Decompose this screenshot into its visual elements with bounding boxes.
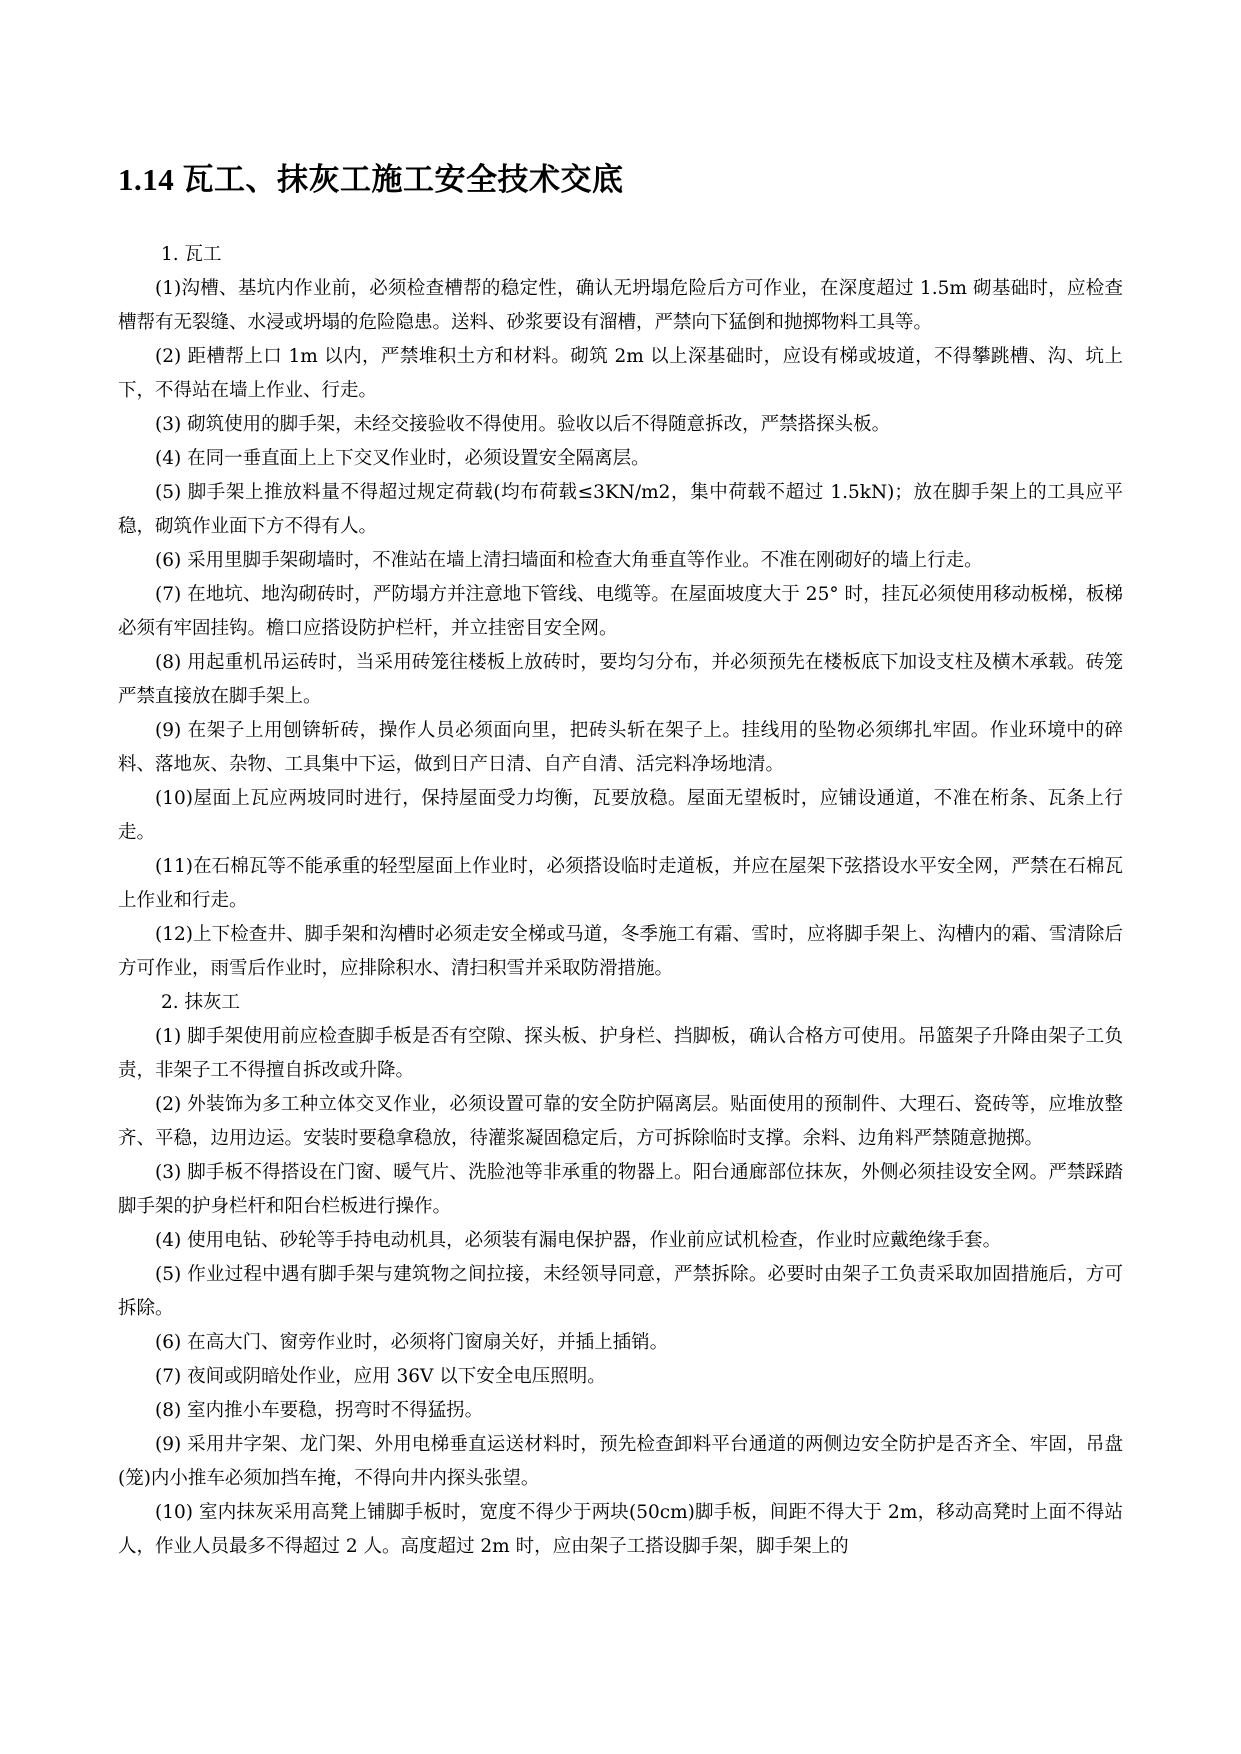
paragraph: (8) 室内推小车要稳，拐弯时不得猛拐。: [155, 1400, 484, 1421]
paragraph: (5) 作业过程中遇有脚手架与建筑物之间拉接，未经领导同意，严禁拆除。必要时由架子工负责采取加固措施后，方可拆除。: [118, 1264, 1123, 1319]
paragraph: (10)屋面上瓦应两坡同时进行，保持屋面受力均衡，瓦要放稳。屋面无望板时，应铺设通道，不准在桁条、瓦条上行走。: [118, 788, 1123, 843]
paragraph: (3) 脚手板不得搭设在门窗、暖气片、洗脸池等非承重的物器上。阳台通廊部位抹灰，外侧必须挂设安全网。严禁踩踏脚手架的护身栏杆和阳台栏板进行操作。: [118, 1162, 1123, 1217]
paragraph: (1) 脚手架使用前应检查脚手板是否有空隙、探头板、护身栏、挡脚板，确认合格方可使用。吊篮架子升降由架子工负责，非架子工不得擅自拆改或升降。: [118, 1026, 1123, 1081]
document-title: 1.14 瓦工、抹灰工施工安全技术交底: [118, 162, 624, 197]
document-body: [118, 238, 1123, 1564]
section-heading: 1. 瓦工: [161, 244, 222, 265]
paragraph: (4) 使用电钻、砂轮等手持电动机具，必须装有漏电保护器，作业前应试机检查，作业时应戴绝缘手套。: [155, 1230, 1002, 1251]
paragraph: (2) 距槽帮上口 1m 以内，严禁堆积土方和材料。砌筑 2m 以上深基础时，应设有梯或坡道，不得攀跳槽、沟、坑上下，不得站在墙上作业、行走。: [118, 346, 1123, 401]
paragraph: (8) 用起重机吊运砖时，当采用砖笼往楼板上放砖时，要均匀分布，并必须预先在楼板底下加设支柱及横木承载。砖笼严禁直接放在脚手架上。: [118, 652, 1123, 707]
paragraph: (9) 采用井字架、龙门架、外用电梯垂直运送材料时，预先检查卸料平台通道的两侧边安全防护是否齐全、牢固，吊盘(笼)内小推车必须加挡车掩，不得向井内探头张望。: [118, 1434, 1123, 1489]
paragraph: (4) 在同一垂直面上上下交叉作业时，必须设置安全隔离层。: [155, 448, 650, 469]
section-heading: 2. 抹灰工: [161, 992, 241, 1013]
paragraph: (12)上下检查井、脚手架和沟槽时必须走安全梯或马道，冬季施工有霜、雪时，应将脚手架上、沟槽内的霜、雪清除后方可作业，雨雪后作业时，应排除积水、清扫积雪并采取防滑措施。: [118, 924, 1123, 979]
paragraph: (3) 砌筑使用的脚手架，未经交接验收不得使用。验收以后不得随意拆改，严禁搭探头板。: [155, 414, 891, 435]
paragraph: (9) 在架子上用刨锛斩砖，操作人员必须面向里，把砖头斩在架子上。挂线用的坠物必须绑扎牢固。作业环境中的碎料、落地灰、杂物、工具集中下运，做到日产日清、自产自清、活完料净场地清。: [118, 720, 1123, 775]
paragraph: (7) 夜间或阴暗处作业，应用 36V 以下安全电压照明。: [155, 1366, 606, 1387]
paragraph: (6) 在高大门、窗旁作业时，必须将门窗扇关好，并插上插销。: [155, 1332, 669, 1353]
paragraph: (6) 采用里脚手架砌墙时，不准站在墙上清扫墙面和检查大角垂直等作业。不准在刚砌好的墙上行走。: [155, 550, 983, 571]
paragraph: (7) 在地坑、地沟砌砖时，严防塌方并注意地下管线、电缆等。在屋面坡度大于 25° 时，挂瓦必须使用移动板梯，板梯必须有牢固挂钩。檐口应搭设防护栏杆，并立挂密目安全网。: [118, 584, 1123, 639]
paragraph: (2) 外装饰为多工种立体交叉作业，必须设置可靠的安全防护隔离层。贴面使用的预制件、大理石、瓷砖等，应堆放整齐、平稳，边用边运。安装时要稳拿稳放，待灌浆凝固稳定后，方可拆除临时支撑。余料、边角料严禁随意抛掷。: [118, 1094, 1123, 1149]
paragraph: (1)沟槽、基坑内作业前，必须检查槽帮的稳定性，确认无坍塌危险后方可作业，在深度超过 1.5m 砌基础时，应检查槽帮有无裂缝、水浸或坍塌的危险隐患。送料、砂浆要设有溜槽，严禁向下猛倒和抛掷物料工具等。: [118, 278, 1123, 333]
paragraph: (10) 室内抹灰采用高凳上铺脚手板时，宽度不得少于两块(50cm)脚手板，间距不得大于 2m，移动高凳时上面不得站人，作业人员最多不得超过 2 人。高度超过 2m 时，应由架子工搭设脚手架，脚手架上的: [118, 1502, 1123, 1557]
paragraph: (11)在石棉瓦等不能承重的轻型屋面上作业时，必须搭设临时走道板，并应在屋架下弦搭设水平安全网，严禁在石棉瓦上作业和行走。: [118, 856, 1123, 911]
paragraph: (5) 脚手架上推放料量不得超过规定荷载(均布荷载≤3KN/m2，集中荷载不超过 1.5kN)；放在脚手架上的工具应平稳，砌筑作业面下方不得有人。: [118, 482, 1123, 537]
